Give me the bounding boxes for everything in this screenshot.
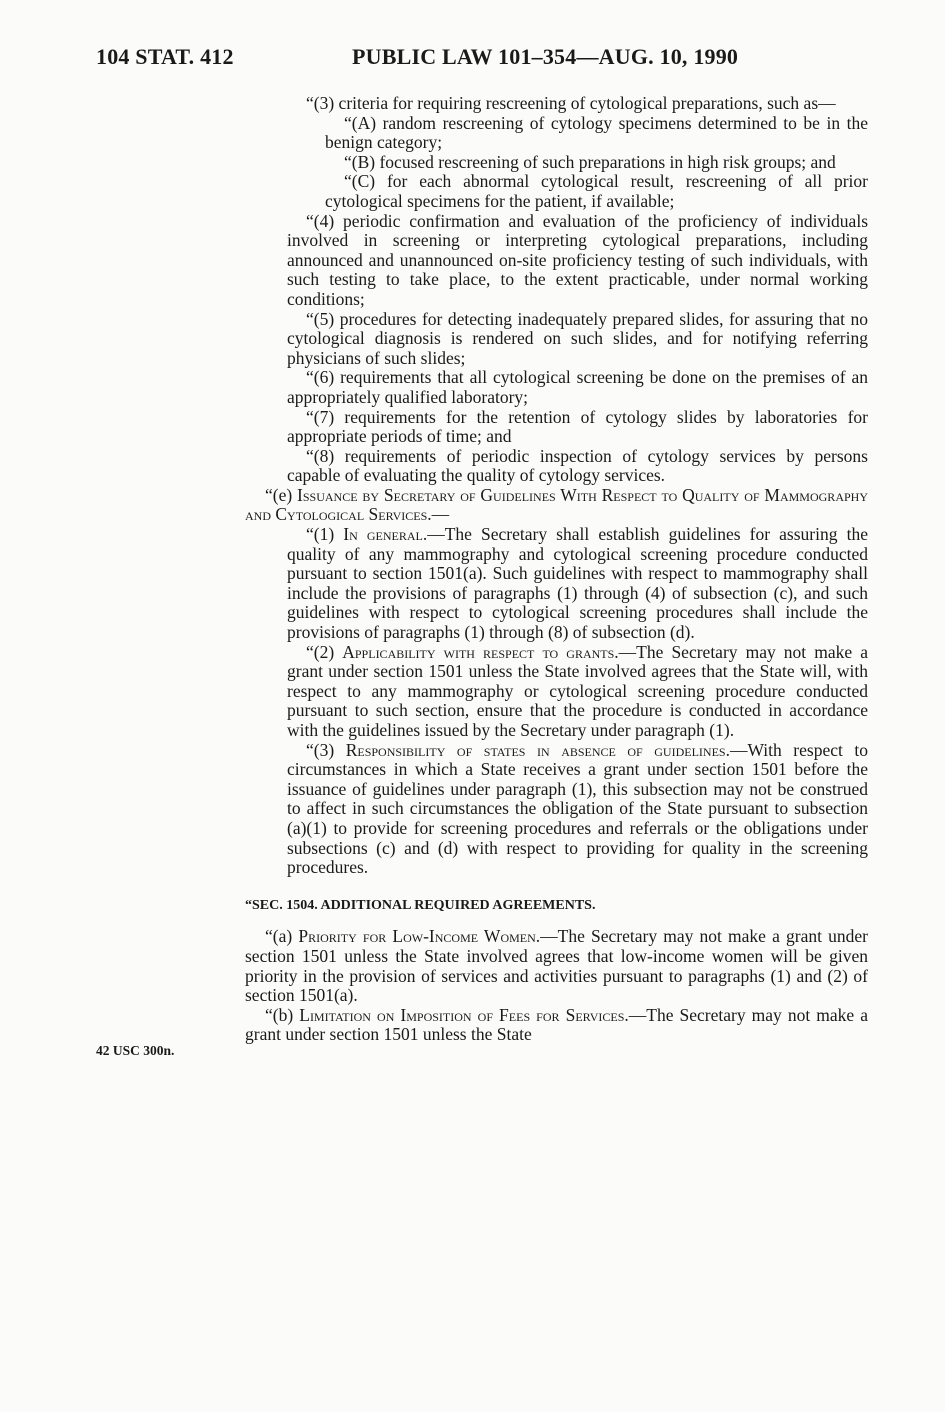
- subsection-e-heading: Issuance by Secretary of Guidelines With Respect to Quality of Mammography and Cytological Services.—: [245, 484, 868, 525]
- subsection-b-heading: Limitation on Imposition of Fees for Services.: [299, 1004, 629, 1025]
- subsection-e-1-prefix: “(1): [306, 524, 344, 545]
- paragraph-4: “(4) periodic confirmation and evaluation of the proficiency of individuals involved in screening or interpreting cytological preparations, including announced and unannounced on-site proficiency testing of such individuals, with such testing to take place, to the extent practicable, under normal working conditions;: [287, 210, 868, 309]
- subsection-e-3-prefix: “(3): [306, 739, 346, 760]
- subsection-b-prefix: “(b): [265, 1004, 300, 1025]
- body-text: [245, 94, 868, 1045]
- paragraph-5: “(5) procedures for detecting inadequately prepared slides, for assuring that no cytological diagnosis is rendered on such slides, and for notifying referring physicians of such slides;: [287, 308, 868, 368]
- subsection-a-text: —The Secretary may not make a grant under section 1501 unless the State involved agrees that low-income women will be given priority in the provision of services and activities pursuant to paragraphs (1) and (2) of section 1501(a).: [245, 926, 868, 1006]
- subsection-b: [245, 1006, 868, 1045]
- subsection-a-prefix: “(a): [265, 926, 299, 947]
- subsection-e: [245, 486, 868, 525]
- paragraph-3b: “(B) focused rescreening of such preparations in high risk groups; and: [344, 151, 836, 172]
- paragraph-3c: “(C) for each abnormal cytological result, rescreening of all prior cytological specimens for the patient, if available;: [325, 171, 868, 211]
- subsection-b-text: —The Secretary may not make a grant under section 1501 unless the State: [245, 1004, 868, 1045]
- paragraph-6: “(6) requirements that all cytological screening be done on the premises of an appropriately qualified laboratory;: [287, 367, 868, 407]
- subsection-e-3-text: —With respect to circumstances in which a State receives a grant under section 1501 before the issuance of guidelines under paragraph (1), this subsection may not be construed to affect in such circumstances the obligation of the State pursuant to subsection (a)(1) to provide for screening procedures and referrals or the obligations under subsections (c) and (d) with respect to providing for quality in the screening procedures.: [287, 739, 868, 878]
- subsection-a-heading: Priority for Low-Income Women.: [298, 926, 541, 947]
- subsection-e-3: [245, 741, 868, 878]
- subsection-a: [245, 927, 868, 1005]
- subsection-e-prefix: “(e): [265, 484, 298, 505]
- subsection-e-2-text: —The Secretary may not make a grant under section 1501 unless the State involved agrees that the State will, with respect to any mammography or cytological screening procedure conducted pursuant to such section, ensure that the procedure is conducted in accordance with the guidelines issued by the Secretary under paragraph (1).: [287, 641, 868, 740]
- margin-citation: 42 USC 300n.: [96, 1043, 175, 1058]
- subsection-e-2-prefix: “(2): [306, 641, 343, 662]
- subsection-e-2-heading: Applicability with respect to grants.: [342, 641, 619, 662]
- paragraph-3a: “(A) random rescreening of cytology specimens determined to be in the benign category;: [325, 112, 868, 153]
- paragraph-8: “(8) requirements of periodic inspection of cytology services by persons capable of evaluating the quality of cytology services.: [287, 445, 868, 486]
- section-1504-heading: “SEC. 1504. ADDITIONAL REQUIRED AGREEMENTS.: [245, 897, 596, 913]
- subsection-e-1: [245, 525, 868, 643]
- page-number: 104 STAT. 412: [96, 44, 234, 69]
- paragraph-7: “(7) requirements for the retention of cytology slides by laboratories for appropriate periods of time; and: [287, 406, 868, 447]
- subsection-e-2: [245, 643, 868, 741]
- running-head-title: PUBLIC LAW 101–354—AUG. 10, 1990: [352, 44, 739, 69]
- subsection-e-1-text: —The Secretary shall establish guidelines for assuring the quality of any mammography and cytological screening procedure conducted pursuant to section 1501(a). Such guidelines with respect to mammography shall include the provisions of paragraphs (1) through (4) of subsection (c), and such guidelines with respect to cytological screening procedures shall include the provisions of paragraphs (1) through (8) of subsection (d).: [287, 524, 868, 643]
- subsection-e-3-heading: Responsibility of states in absence of guidelines.: [345, 739, 730, 760]
- paragraph-3: “(3) criteria for requiring rescreening of cytological preparations, such as—: [306, 93, 836, 113]
- running-head: [96, 44, 856, 74]
- subsection-e-1-heading: In general.: [343, 524, 428, 545]
